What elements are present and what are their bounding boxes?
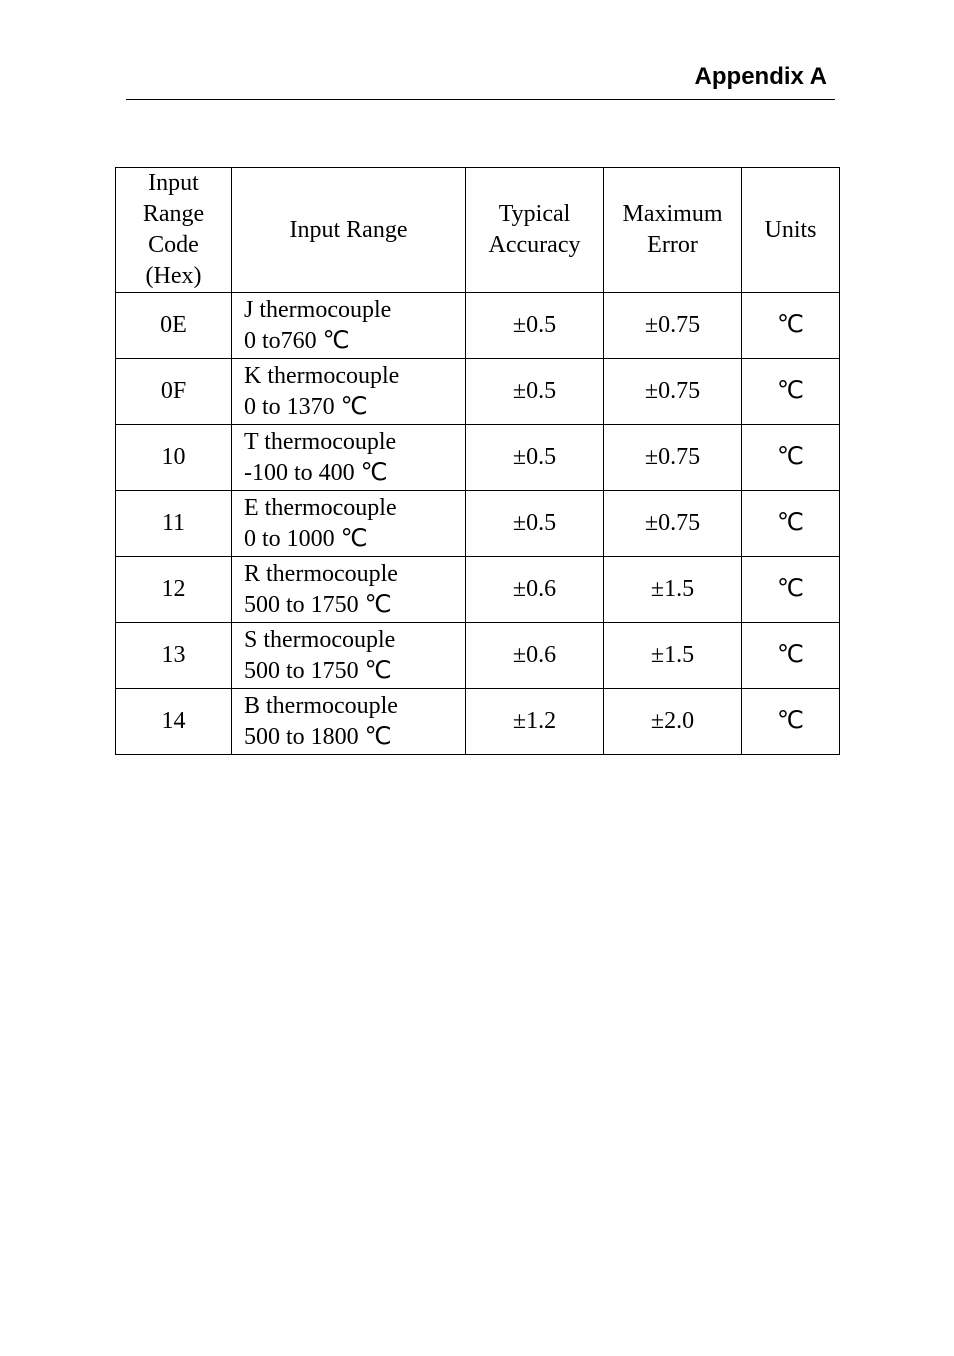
cell-accuracy: ±0.6 bbox=[466, 623, 604, 689]
cell-code: 12 bbox=[116, 557, 232, 623]
column-header-units: Units bbox=[742, 168, 840, 293]
cell-accuracy: ±0.5 bbox=[466, 425, 604, 491]
cell-unit: ℃ bbox=[742, 557, 840, 623]
cell-unit: ℃ bbox=[742, 491, 840, 557]
header-line: Input bbox=[148, 170, 199, 196]
thermocouple-type: K thermocouple bbox=[244, 362, 400, 389]
table-row bbox=[116, 623, 840, 689]
thermocouple-type: S thermocouple bbox=[244, 626, 396, 653]
column-header-range: Input Range bbox=[232, 168, 466, 293]
cell-max-error: ±0.75 bbox=[604, 359, 742, 425]
thermocouple-type: J thermocouple bbox=[244, 296, 392, 323]
cell-max-error: ±1.5 bbox=[604, 623, 742, 689]
table-row bbox=[116, 293, 840, 359]
cell-unit: ℃ bbox=[742, 293, 840, 359]
cell-input-range bbox=[232, 689, 466, 755]
temperature-range: -100 to 400 ℃ bbox=[244, 459, 388, 486]
cell-code: 10 bbox=[116, 425, 232, 491]
header-line: Typical bbox=[498, 201, 571, 227]
cell-input-range bbox=[232, 293, 466, 359]
cell-code: 14 bbox=[116, 689, 232, 755]
cell-max-error: ±1.5 bbox=[604, 557, 742, 623]
thermocouple-type: E thermocouple bbox=[244, 494, 397, 521]
header-line: Maximum bbox=[622, 201, 723, 227]
temperature-range: 500 to 1750 ℃ bbox=[244, 591, 392, 618]
table-row bbox=[116, 359, 840, 425]
thermocouple-spec-table bbox=[115, 167, 840, 755]
page-header bbox=[126, 58, 835, 100]
temperature-range: 0 to760 ℃ bbox=[244, 327, 350, 354]
cell-accuracy: ±0.5 bbox=[466, 293, 604, 359]
cell-max-error: ±2.0 bbox=[604, 689, 742, 755]
table-row bbox=[116, 689, 840, 755]
cell-code: 11 bbox=[116, 491, 232, 557]
temperature-range: 500 to 1800 ℃ bbox=[244, 723, 392, 750]
cell-input-range bbox=[232, 557, 466, 623]
cell-code: 13 bbox=[116, 623, 232, 689]
header-line: (Hex) bbox=[145, 263, 202, 289]
cell-input-range bbox=[232, 623, 466, 689]
cell-max-error: ±0.75 bbox=[604, 293, 742, 359]
temperature-range: 0 to 1370 ℃ bbox=[244, 393, 368, 420]
cell-accuracy: ±0.5 bbox=[466, 359, 604, 425]
column-header-accuracy bbox=[466, 168, 604, 293]
cell-unit: ℃ bbox=[742, 689, 840, 755]
thermocouple-type: R thermocouple bbox=[244, 560, 398, 587]
thermocouple-type: B thermocouple bbox=[244, 692, 398, 719]
header-line: Error bbox=[647, 232, 698, 258]
cell-accuracy: ±0.6 bbox=[466, 557, 604, 623]
cell-input-range bbox=[232, 425, 466, 491]
cell-max-error: ±0.75 bbox=[604, 425, 742, 491]
page-title: Appendix A bbox=[694, 63, 827, 90]
cell-accuracy: ±0.5 bbox=[466, 491, 604, 557]
temperature-range: 500 to 1750 ℃ bbox=[244, 657, 392, 684]
column-header-code bbox=[116, 168, 232, 293]
table-header-row bbox=[116, 168, 840, 293]
cell-unit: ℃ bbox=[742, 425, 840, 491]
cell-accuracy: ±1.2 bbox=[466, 689, 604, 755]
cell-code: 0F bbox=[116, 359, 232, 425]
table-row bbox=[116, 491, 840, 557]
cell-code: 0E bbox=[116, 293, 232, 359]
header-line: Range bbox=[142, 201, 205, 227]
header-line: Accuracy bbox=[488, 232, 581, 258]
header-line: Code bbox=[148, 232, 199, 258]
column-header-max-error bbox=[604, 168, 742, 293]
table-row bbox=[116, 425, 840, 491]
cell-input-range bbox=[232, 491, 466, 557]
cell-input-range bbox=[232, 359, 466, 425]
cell-max-error: ±0.75 bbox=[604, 491, 742, 557]
temperature-range: 0 to 1000 ℃ bbox=[244, 525, 368, 552]
cell-unit: ℃ bbox=[742, 359, 840, 425]
table-row bbox=[116, 557, 840, 623]
cell-unit: ℃ bbox=[742, 623, 840, 689]
thermocouple-type: T thermocouple bbox=[244, 428, 397, 455]
